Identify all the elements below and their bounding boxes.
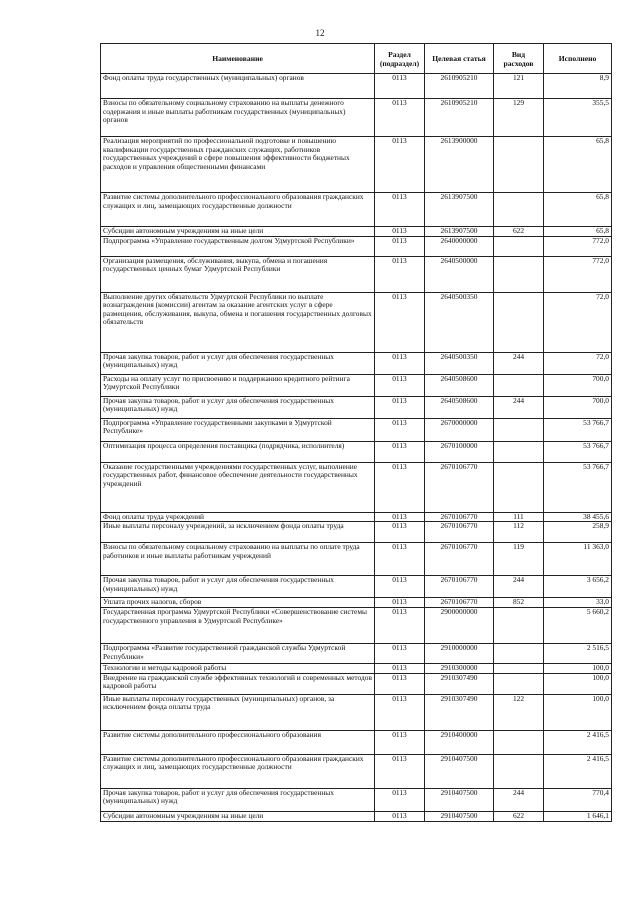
row-section: 0113 (375, 788, 425, 811)
row-expense-type: 622 (494, 811, 544, 821)
row-name: Развитие системы дополнительного профессионального образования гражданских служащих и лиц, замещающих государственные должности (101, 754, 375, 788)
row-amount: 100,0 (544, 673, 612, 694)
row-amount: 53 766,7 (544, 418, 612, 441)
row-target: 2610905210 (425, 99, 494, 137)
row-amount: 772,0 (544, 236, 612, 256)
row-name: Фонд оплаты труда учреждений (101, 512, 375, 522)
row-expense-type (494, 754, 544, 788)
row-target: 2910407500 (425, 754, 494, 788)
row-name: Подпрограмма «Управление государственными закупками в Удмуртской Республике» (101, 418, 375, 441)
row-name: Иные выплаты персоналу учреждений, за исключением фонда оплаты труда (101, 522, 375, 543)
row-name: Взносы по обязательному социальному страхованию на выплаты по оплате труда работников и иные выплаты работникам учреждений (101, 543, 375, 576)
row-amount: 355,5 (544, 99, 612, 137)
row-name: Субсидии автономным учреждениям на иные цели (101, 811, 375, 821)
table-row (101, 754, 612, 788)
row-name: Государственная программа Удмуртской Республики «Совершенствование системы государственного управления в Удмуртской Республике» (101, 608, 375, 644)
row-section: 0113 (375, 673, 425, 694)
table-row (101, 788, 612, 811)
table-row (101, 644, 612, 664)
row-section: 0113 (375, 644, 425, 664)
row-section: 0113 (375, 418, 425, 441)
row-expense-type: 622 (494, 227, 544, 237)
table-row (101, 730, 612, 754)
row-expense-type: 112 (494, 522, 544, 543)
table-header-row (101, 44, 612, 74)
row-name: Выполнение других обязательств Удмуртской Республики по выплате вознаграждения (комиссии) агентам за оказание агентских услуг в сфере размещения, обслуживания, выкупа, обмена и погашения государственных долговых обязательств (101, 292, 375, 352)
row-name: Оптимизация процесса определения поставщика (подрядчика, исполнителя) (101, 441, 375, 462)
table-row (101, 99, 612, 137)
budget-execution-table (100, 43, 612, 822)
row-expense-type: 244 (494, 576, 544, 598)
row-name: Внедрение на гражданской службе эффективных технологий и современных методов кадровой работы (101, 673, 375, 694)
table-row (101, 543, 612, 576)
row-section: 0113 (375, 256, 425, 292)
row-expense-type (494, 673, 544, 694)
row-expense-type: 244 (494, 396, 544, 418)
row-expense-type (494, 462, 544, 512)
row-expense-type (494, 292, 544, 352)
row-target: 2610905210 (425, 74, 494, 99)
table-row (101, 462, 612, 512)
table-row (101, 374, 612, 396)
table-row (101, 292, 612, 352)
row-amount: 3 656,2 (544, 576, 612, 598)
row-target: 2670106770 (425, 576, 494, 598)
row-expense-type (494, 664, 544, 674)
row-amount: 770,4 (544, 788, 612, 811)
row-amount: 53 766,7 (544, 441, 612, 462)
row-section: 0113 (375, 374, 425, 396)
row-target: 2640508600 (425, 396, 494, 418)
row-target: 2910407500 (425, 788, 494, 811)
row-expense-type (494, 374, 544, 396)
row-expense-type: 129 (494, 99, 544, 137)
row-name: Прочая закупка товаров, работ и услуг для обеспечения государственных (муниципальных) нужд (101, 396, 375, 418)
row-amount: 72,0 (544, 352, 612, 374)
row-section: 0113 (375, 193, 425, 227)
row-amount: 53 766,7 (544, 462, 612, 512)
row-name: Развитие системы дополнительного профессионального образования (101, 730, 375, 754)
row-section: 0113 (375, 664, 425, 674)
row-name: Технологии и методы кадровой работы (101, 664, 375, 674)
row-section: 0113 (375, 598, 425, 608)
row-expense-type: 244 (494, 352, 544, 374)
row-section: 0113 (375, 694, 425, 730)
row-name: Взносы по обязательному социальному страхованию на выплаты денежного содержания и иные выплаты работникам государственных (муниципальных) органов (101, 99, 375, 137)
row-expense-type (494, 193, 544, 227)
row-name: Субсидии автономным учреждениям на иные цели (101, 227, 375, 237)
row-expense-type: 121 (494, 74, 544, 99)
table-row (101, 598, 612, 608)
row-target: 2900000000 (425, 608, 494, 644)
table-row (101, 664, 612, 674)
table-row (101, 137, 612, 193)
row-target: 2910407500 (425, 811, 494, 821)
row-expense-type (494, 608, 544, 644)
row-expense-type (494, 418, 544, 441)
row-name: Уплата прочих налогов, сборов (101, 598, 375, 608)
row-section: 0113 (375, 74, 425, 99)
table-row (101, 418, 612, 441)
row-expense-type (494, 644, 544, 664)
row-target: 2613907500 (425, 227, 494, 237)
header-executed: Исполнено (544, 44, 612, 74)
row-section: 0113 (375, 608, 425, 644)
row-target: 2910300000 (425, 664, 494, 674)
row-section: 0113 (375, 99, 425, 137)
row-target: 2640000000 (425, 236, 494, 256)
row-target: 2670106770 (425, 522, 494, 543)
row-section: 0113 (375, 522, 425, 543)
row-name: Прочая закупка товаров, работ и услуг для обеспечения государственных (муниципальных) нужд (101, 352, 375, 374)
row-amount: 38 455,6 (544, 512, 612, 522)
row-amount: 100,0 (544, 664, 612, 674)
table-row (101, 193, 612, 227)
row-section: 0113 (375, 811, 425, 821)
row-amount: 700,0 (544, 396, 612, 418)
header-target: Целевая статья (425, 44, 494, 74)
header-expense-type: Вид расходов (494, 44, 544, 74)
row-expense-type: 244 (494, 788, 544, 811)
row-target: 2910307490 (425, 673, 494, 694)
row-amount: 100,0 (544, 694, 612, 730)
row-target: 2640500350 (425, 352, 494, 374)
row-amount: 2 416,5 (544, 754, 612, 788)
table-row (101, 236, 612, 256)
row-name: Фонд оплаты труда государственных (муниципальных) органов (101, 74, 375, 99)
row-target: 2910400000 (425, 730, 494, 754)
row-target: 2670106770 (425, 512, 494, 522)
row-amount: 33,0 (544, 598, 612, 608)
row-section: 0113 (375, 396, 425, 418)
row-target: 2670106770 (425, 598, 494, 608)
row-section: 0113 (375, 227, 425, 237)
row-expense-type: 119 (494, 543, 544, 576)
row-amount: 72,0 (544, 292, 612, 352)
row-target: 2670106770 (425, 462, 494, 512)
row-target: 2910307490 (425, 694, 494, 730)
row-section: 0113 (375, 754, 425, 788)
row-section: 0113 (375, 543, 425, 576)
table-row (101, 256, 612, 292)
row-section: 0113 (375, 512, 425, 522)
row-section: 0113 (375, 352, 425, 374)
row-amount: 700,0 (544, 374, 612, 396)
row-section: 0113 (375, 462, 425, 512)
row-amount: 8,9 (544, 74, 612, 99)
row-name: Подпрограмма «Развитие государственной гражданской службы Удмуртской Республики» (101, 644, 375, 664)
row-name: Организация размещения, обслуживания, выкупа, обмена и погашения государственных ценных бумаг Удмуртской Республики (101, 256, 375, 292)
row-name: Подпрограмма «Управление государственным долгом Удмуртской Республики» (101, 236, 375, 256)
row-name: Развитие системы дополнительного профессионального образования гражданских служащих и лиц, замещающих государственные должности (101, 193, 375, 227)
table-row (101, 352, 612, 374)
row-target: 2640500000 (425, 256, 494, 292)
header-section: Раздел (подраздел) (375, 44, 425, 74)
table-row (101, 576, 612, 598)
row-target: 2670100000 (425, 441, 494, 462)
row-expense-type: 122 (494, 694, 544, 730)
row-section: 0113 (375, 730, 425, 754)
row-expense-type (494, 236, 544, 256)
row-section: 0113 (375, 236, 425, 256)
table-row (101, 396, 612, 418)
row-amount: 2 416,5 (544, 730, 612, 754)
table-row (101, 811, 612, 821)
row-section: 0113 (375, 292, 425, 352)
table-row (101, 673, 612, 694)
row-expense-type (494, 730, 544, 754)
row-amount: 65,8 (544, 193, 612, 227)
row-expense-type: 852 (494, 598, 544, 608)
table-row (101, 74, 612, 99)
row-amount: 11 363,0 (544, 543, 612, 576)
row-name: Расходы на оплату услуг по присвоению и поддержанию кредитного рейтинга Удмуртской Республики (101, 374, 375, 396)
row-name: Оказание государственными учреждениями государственных услуг, выполнение государственных работ, финансовое обеспечение деятельности государственных учреждений (101, 462, 375, 512)
row-amount: 258,9 (544, 522, 612, 543)
row-amount: 65,8 (544, 227, 612, 237)
row-amount: 1 646,1 (544, 811, 612, 821)
row-target: 2640500350 (425, 292, 494, 352)
row-amount: 5 660,2 (544, 608, 612, 644)
row-target: 2613907500 (425, 193, 494, 227)
row-target: 2640508600 (425, 374, 494, 396)
row-amount: 772,0 (544, 256, 612, 292)
row-target: 2910000000 (425, 644, 494, 664)
row-expense-type: 111 (494, 512, 544, 522)
row-expense-type (494, 256, 544, 292)
table-row (101, 227, 612, 237)
header-name: Наименование (101, 44, 375, 74)
row-name: Прочая закупка товаров, работ и услуг для обеспечения государственных (муниципальных) нужд (101, 576, 375, 598)
row-section: 0113 (375, 441, 425, 462)
table-row (101, 608, 612, 644)
row-target: 2670000000 (425, 418, 494, 441)
row-section: 0113 (375, 576, 425, 598)
page-number: 12 (315, 28, 325, 38)
table-row (101, 512, 612, 522)
row-section: 0113 (375, 137, 425, 193)
row-expense-type (494, 441, 544, 462)
row-name: Прочая закупка товаров, работ и услуг для обеспечения государственных (муниципальных) нужд (101, 788, 375, 811)
table-row (101, 441, 612, 462)
row-amount: 2 516,5 (544, 644, 612, 664)
table-row (101, 694, 612, 730)
row-name: Реализация мероприятий по профессиональной подготовке и повышению квалификации государственных гражданских служащих, работников государственных учреждений в сфере повышения эффективности бюджетных расходов и управления общественными финансами (101, 137, 375, 193)
row-name: Иные выплаты персоналу государственных (муниципальных) органов, за исключением фонда оплаты труда (101, 694, 375, 730)
row-amount: 65,8 (544, 137, 612, 193)
row-target: 2670106770 (425, 543, 494, 576)
table-row (101, 522, 612, 543)
row-expense-type (494, 137, 544, 193)
row-target: 2613900000 (425, 137, 494, 193)
